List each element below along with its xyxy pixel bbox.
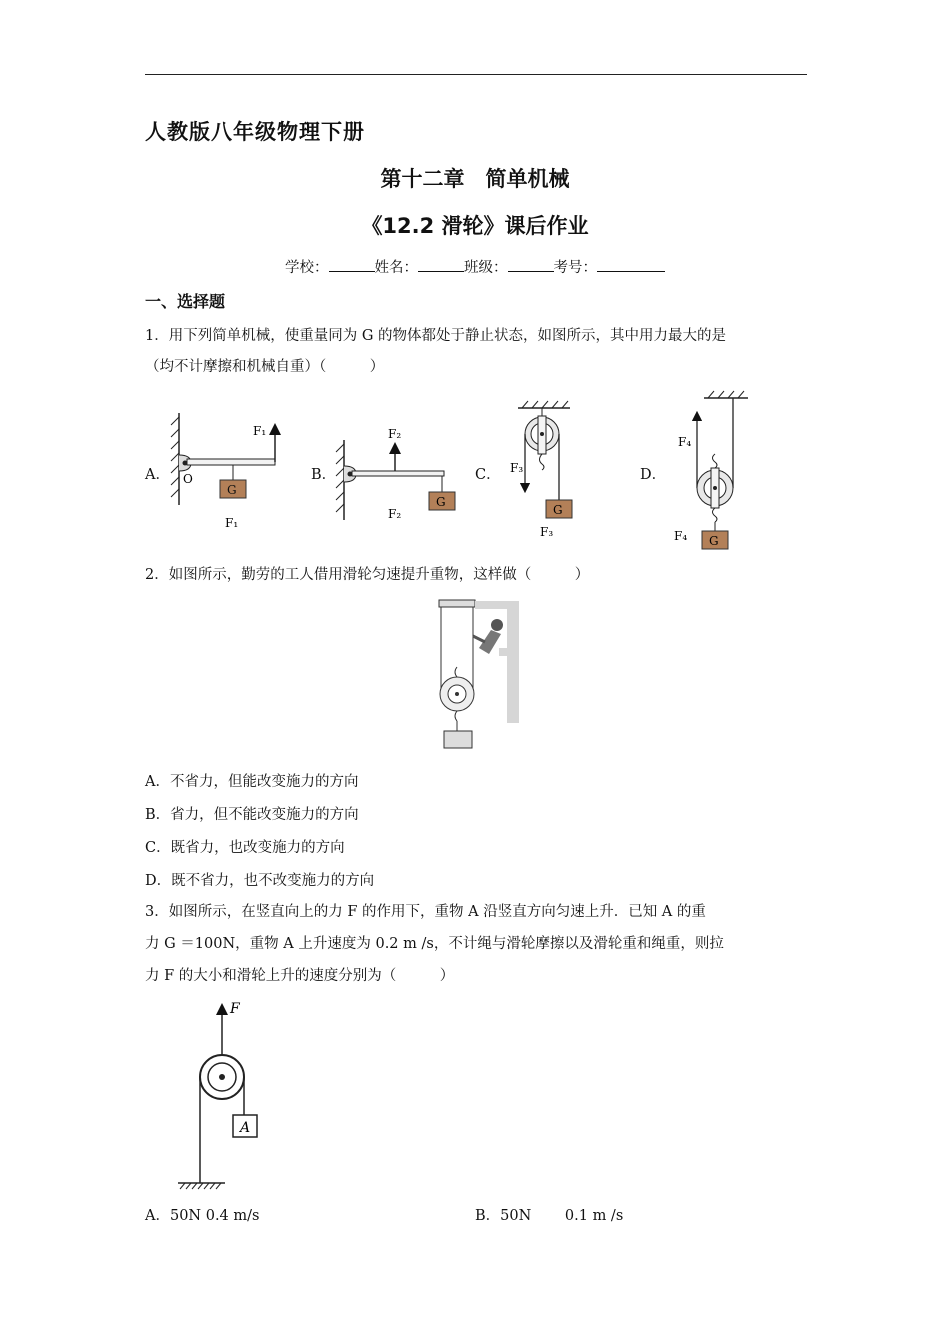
- q2-figure-worker-pulley: [425, 598, 525, 753]
- q1-option-b[interactable]: B．: [311, 467, 337, 483]
- force-label-f1: F₁: [253, 424, 267, 438]
- weight-label-a: G: [227, 483, 237, 497]
- weight-label-d: G: [709, 534, 719, 548]
- q1-option-c[interactable]: C．: [475, 467, 501, 483]
- q3-stem-line2: 力 G ＝100N，重物 A 上升速度为 0.2 m /s，不计绳与滑轮摩擦以及滑轮重和绳重，则拉: [145, 936, 724, 952]
- q3-figure-pulley: [170, 995, 270, 1193]
- student-info-line: [0, 256, 950, 277]
- class-blank[interactable]: [508, 257, 554, 272]
- force-caption-f4: F₄: [674, 529, 688, 543]
- force-label-f4: F₄: [678, 435, 692, 449]
- school-blank[interactable]: [329, 257, 375, 272]
- q1-stem-line2: （均不计摩擦和机械自重）（ ）: [145, 359, 385, 375]
- q2-option-a[interactable]: A．不省力，但能改变施力的方向: [145, 774, 359, 790]
- q2-load-block: [444, 731, 472, 748]
- q1-option-d[interactable]: D．: [640, 467, 667, 483]
- name-label: 姓名：: [374, 260, 418, 276]
- exam-no-blank[interactable]: [597, 257, 665, 272]
- class-label: 班级：: [464, 260, 508, 276]
- q3-stem-line3: 力 F 的大小和滑轮上升的速度分别为（ ）: [145, 968, 455, 984]
- weight-label-b: G: [436, 495, 446, 509]
- weight-label-c: G: [553, 503, 563, 517]
- school-label: 学校：: [285, 260, 329, 276]
- force-label-f2: F₂: [388, 427, 402, 441]
- q1-stem-line1: 1．用下列简单机械，使重量同为 G 的物体都处于静止状态，如图所示，其中用力最大的是: [145, 328, 727, 344]
- q1-option-a[interactable]: A．: [145, 467, 170, 483]
- pivot-label-o: O: [183, 472, 193, 486]
- force-label-f3: F₃: [510, 461, 524, 475]
- q1-figure-c: [500, 398, 590, 543]
- q2-stem: 2．如图所示，勤劳的工人借用滑轮匀速提升重物，这样做（ ）: [145, 567, 590, 583]
- q1-figure-b: [330, 420, 460, 530]
- lesson-title: 《12.2 滑轮》课后作业: [361, 214, 589, 238]
- header-rule: [145, 74, 807, 75]
- q2-option-b[interactable]: B．省力，但不能改变施力的方向: [145, 807, 359, 823]
- force-caption-f2: F₂: [388, 507, 402, 521]
- force-caption-f3: F₃: [540, 525, 554, 539]
- q2-option-d[interactable]: D．既不省力，也不改变施力的方向: [145, 873, 375, 889]
- force-caption-f1: F₁: [225, 516, 239, 530]
- q3-stem-line1: 3．如图所示，在竖直向上的力 F 的作用下，重物 A 沿竖直方向匀速上升．已知 A 的重: [145, 904, 706, 920]
- block-label-a: A: [240, 1120, 251, 1136]
- chapter-title: 第十二章 简单机械: [380, 167, 570, 191]
- q3-option-a[interactable]: A．50N 0.4 m/s: [145, 1208, 260, 1224]
- book-title: 人教版八年级物理下册: [145, 120, 365, 144]
- section-choice-title: 一、选择题: [145, 292, 226, 311]
- worker-icon: [473, 619, 503, 654]
- exam-no-label: 考号：: [553, 260, 597, 276]
- q2-option-c[interactable]: C．既省力，也改变施力的方向: [145, 840, 345, 856]
- name-blank[interactable]: [418, 257, 464, 272]
- q1-figure-a: [165, 405, 290, 540]
- q3-option-b[interactable]: B．50N 0.1 m /s: [475, 1208, 624, 1224]
- q1-figure-d: [668, 388, 758, 553]
- force-label-f: F: [230, 1001, 240, 1017]
